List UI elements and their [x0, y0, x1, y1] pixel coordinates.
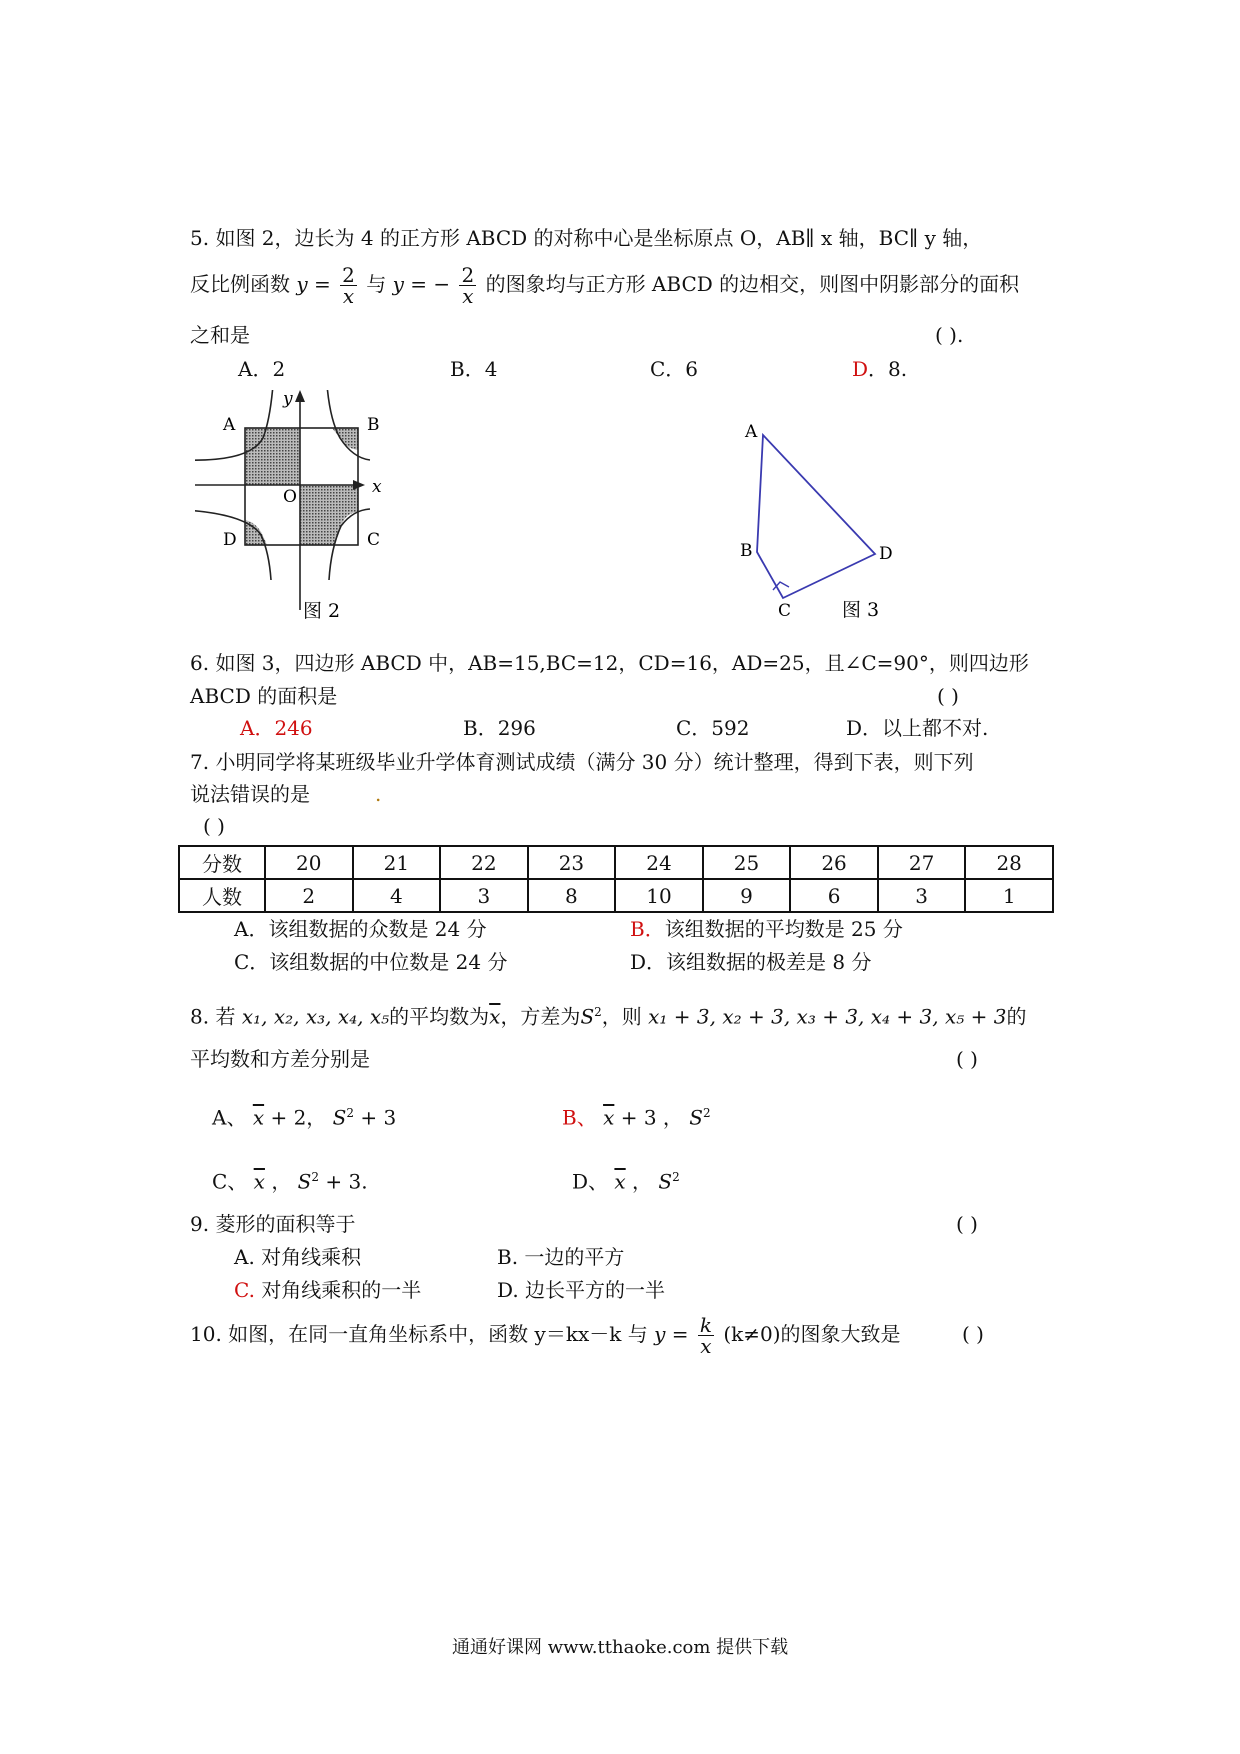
q8-option-a-label: A、: [212, 1105, 247, 1130]
q8-expr: x₁ + 3, x₂ + 3, x₃ + 3, x₄ + 3, x₅ + 3: [648, 1004, 1007, 1029]
table-row-count: [179, 879, 1053, 912]
q8-line1: [190, 1000, 1026, 1029]
q5-line1: 5. 如图 2，边长为 4 的正方形 ABCD 的对称中心是坐标原点 O，AB∥ x 轴，BC∥ y 轴，: [190, 226, 983, 250]
q6-line2: ABCD 的面积是: [190, 684, 338, 708]
q8-option-a-2: + 3: [360, 1105, 397, 1130]
q5-frac2-num: 2: [461, 263, 475, 287]
q10-line-b: (k≠0)的图象大致是: [723, 1322, 901, 1346]
q8-end: 的: [1006, 1004, 1027, 1029]
q6-option-d: D．以上都不对.: [846, 716, 989, 740]
figure-2: [195, 390, 435, 620]
q5-line2-c: 的图象均与正方形 ABCD 的边相交，则图中阴影部分的面积: [485, 272, 1020, 296]
q8-option-c-xbar: $\overline{x}$: [253, 1169, 265, 1194]
shade-q4-inner: [300, 485, 358, 545]
table-cell: 4: [353, 879, 441, 912]
q7-option-b: [630, 917, 903, 941]
q10-paren: ( ): [962, 1322, 984, 1346]
q8-option-b-s: S: [689, 1105, 703, 1130]
fig2-label-c: C: [367, 530, 381, 550]
fig2-label-d: D: [223, 530, 237, 550]
figure-3: [735, 420, 915, 620]
table-cell: 22: [440, 846, 528, 879]
table-cell: 3: [878, 879, 966, 912]
table-cell: 10: [615, 879, 703, 912]
q10-y: y =: [654, 1322, 689, 1346]
table-cell: 9: [703, 879, 791, 912]
q8-option-c-s: S: [297, 1169, 312, 1194]
q10-line-a: 10. 如图，在同一直角坐标系中，函数 y＝kx－k 与: [190, 1322, 648, 1346]
fig3-label-b: B: [740, 541, 753, 561]
q6-line1: 6. 如图 3，四边形 ABCD 中，AB=15,BC=12，CD=16，AD=25，且∠C=90°，则四边形: [190, 651, 1029, 675]
q8-option-b-1: + 3 ，: [620, 1105, 683, 1130]
q8-option-d-sq: 2: [672, 1170, 680, 1184]
q5-line2-b: 与: [366, 272, 387, 296]
table-cell: 27: [878, 846, 966, 879]
fig2-caption: 图 2: [303, 600, 341, 620]
q10-frac: [698, 1315, 714, 1356]
q8-mid1: 的平均数为: [389, 1004, 490, 1029]
fig3-label-a: A: [745, 422, 758, 442]
table-cell: 26: [790, 846, 878, 879]
score-table: [178, 845, 1054, 913]
q8-mid2: ，方差为: [500, 1004, 581, 1029]
table-cell: 2: [265, 879, 353, 912]
fig3-label-d: D: [879, 544, 893, 564]
q6-option-c: C．592: [676, 716, 750, 740]
fig3-label-c: C: [778, 601, 792, 620]
q8-option-a-xbar: $\overline{x}$: [252, 1105, 265, 1130]
q7-dot: .: [375, 782, 382, 806]
q9-line1: 9. 菱形的面积等于: [190, 1212, 356, 1236]
q5-line2-a: 反比例函数: [190, 272, 290, 296]
q8-option-b-xbar: $\overline{x}$: [603, 1105, 615, 1130]
q7-option-b-rest: 该组数据的平均数是 25 分: [664, 917, 903, 941]
q6-option-b: B．296: [463, 716, 536, 740]
fig2-label-x: x: [372, 477, 382, 497]
q8-option-a-1: + 2，: [270, 1105, 327, 1130]
q8-mid3: ，则: [601, 1004, 642, 1029]
q5-frac1: [340, 265, 357, 306]
q8-option-d-label: D、: [572, 1169, 609, 1194]
q8-option-c: [212, 1165, 368, 1194]
q8-option-c-2: + 3.: [325, 1169, 368, 1194]
q8-s: S: [580, 1004, 595, 1029]
q5-line3: 之和是: [190, 323, 250, 347]
q8-line2: 平均数和方差分别是: [190, 1047, 370, 1071]
table-cell: 8: [528, 879, 616, 912]
fig2-label-y: y: [283, 390, 293, 409]
table-cell: 1: [965, 879, 1053, 912]
q7-line1: 7. 小明同学将某班级毕业升学体育测试成绩（满分 30 分）统计整理，得到下表，则下列: [190, 750, 974, 774]
q8-option-c-sq: 2: [311, 1170, 320, 1184]
q5-y2: y = −: [392, 272, 451, 296]
q8-option-a-s: S: [332, 1105, 347, 1130]
q10-frac-den: x: [700, 1334, 712, 1358]
q8-option-d: [572, 1165, 680, 1194]
q7-option-a: A．该组数据的众数是 24 分: [234, 917, 487, 941]
table-row-score: [179, 846, 1053, 879]
q8-option-b: [562, 1101, 711, 1130]
q8-ruo: 若: [215, 1004, 236, 1029]
q7-paren: ( ): [203, 814, 225, 838]
q7-option-d: D．该组数据的极差是 8 分: [630, 950, 872, 974]
q9-option-b: B. 一边的平方: [497, 1245, 625, 1269]
q8-num: 8.: [190, 1004, 210, 1029]
q10-line: [190, 1312, 901, 1356]
q8-option-c-1: ，: [271, 1169, 292, 1194]
table-head-score: 分数: [179, 846, 265, 879]
q8-option-b-sq: 2: [702, 1106, 711, 1120]
q5-line2: [190, 262, 1019, 306]
q9-option-c: [234, 1278, 421, 1302]
q5-frac1-den: x: [342, 284, 355, 308]
q5-option-d-rest: ．8.: [868, 357, 908, 381]
q9-paren: ( ): [956, 1212, 978, 1236]
curve-q1: [327, 390, 370, 460]
q9-option-d: D. 边长平方的一半: [497, 1278, 666, 1302]
x-axis-arrow: [353, 480, 365, 490]
q5-option-d-letter: D: [852, 357, 869, 381]
q8-option-d-1: ，: [632, 1169, 653, 1194]
q9-option-c-letter: C.: [234, 1278, 255, 1302]
q7-option-b-letter: B．: [630, 917, 665, 941]
table-cell: 20: [265, 846, 353, 879]
q5-frac1-num: 2: [342, 263, 355, 287]
table-cell: 23: [528, 846, 616, 879]
q8-sq: 2: [594, 1005, 602, 1019]
q8-option-a: [212, 1101, 396, 1130]
q5-option-a: A．2: [238, 357, 286, 381]
q8-option-d-xbar: $\overline{x}$: [614, 1169, 626, 1194]
fig2-label-a: A: [223, 415, 236, 435]
q5-frac2-den: x: [462, 284, 474, 308]
q5-option-b: B．4: [450, 357, 498, 381]
table-cell: 21: [353, 846, 441, 879]
q7-option-c: C．该组数据的中位数是 24 分: [234, 950, 508, 974]
q8-option-b-label: B、: [562, 1105, 597, 1130]
q5-option-d: [852, 357, 907, 381]
q8-option-c-label: C、: [212, 1169, 248, 1194]
q8-paren: ( ): [956, 1047, 978, 1071]
q10-frac-num: k: [699, 1313, 712, 1337]
table-cell: 6: [790, 879, 878, 912]
fig2-label-b: B: [367, 415, 380, 435]
q5-frac2: [459, 265, 476, 306]
q8-vars: x₁, x₂, x₃, x₄, x₅: [241, 1004, 390, 1029]
y-axis-arrow: [295, 390, 305, 402]
table-cell: 28: [965, 846, 1053, 879]
q6-paren: ( ): [937, 684, 959, 708]
q9-option-c-rest: 对角线乘积的一半: [261, 1278, 422, 1302]
page-footer: 通通好课网 www.tthaoke.com 提供下载: [452, 1637, 789, 1658]
table-cell: 24: [615, 846, 703, 879]
q8-option-a-sq: 2: [346, 1106, 354, 1120]
q5-y1: y =: [296, 272, 331, 296]
q6-option-a: A．246: [240, 716, 313, 740]
q8-xbar: $\overline{x}$: [489, 1004, 501, 1029]
table-cell: 3: [440, 879, 528, 912]
q9-option-a: A. 对角线乘积: [234, 1245, 362, 1269]
q5-paren: ( ).: [935, 323, 964, 347]
q8-option-d-s: S: [658, 1169, 673, 1194]
table-head-count: 人数: [179, 879, 265, 912]
q7-line2: 说法错误的是: [190, 782, 310, 806]
fig3-caption: 图 3: [842, 599, 880, 620]
fig2-label-o: O: [283, 487, 297, 507]
q5-option-c: C．6: [650, 357, 699, 381]
table-cell: 25: [703, 846, 791, 879]
quadrilateral-abcd: [757, 435, 875, 598]
